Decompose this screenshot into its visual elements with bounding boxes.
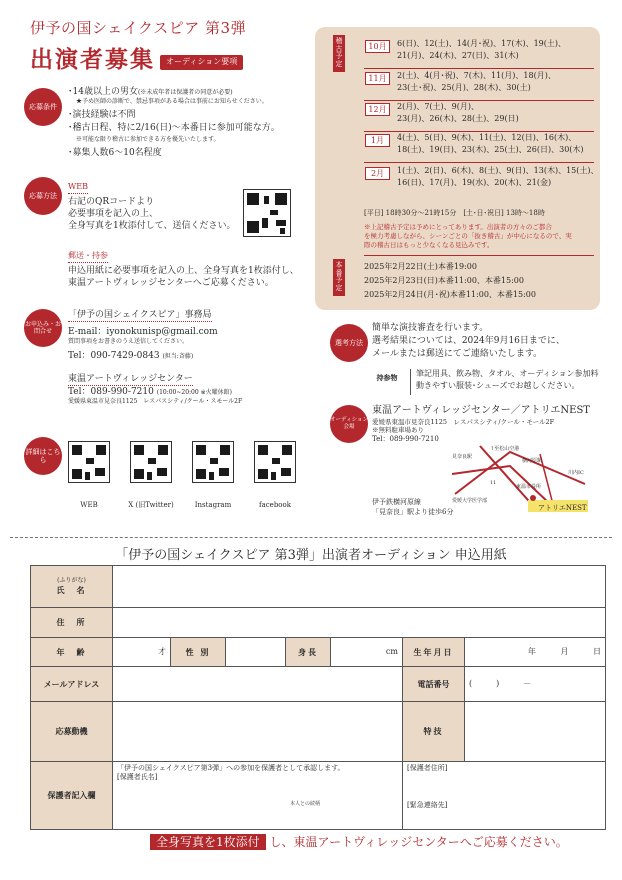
map-city-label: 東温市役所 <box>516 484 542 490</box>
cond-1-note: (※未成年者は保護者の同意が必要) <box>137 89 233 96</box>
conditions-badge: 応募条件 <box>24 88 62 126</box>
name-label: 氏 名 <box>56 585 87 596</box>
birth-field[interactable] <box>465 638 606 667</box>
height-label: 身長 <box>286 638 331 667</box>
bring-label: 持参物 <box>376 373 398 382</box>
age-label: 年 齢 <box>31 638 113 667</box>
sex-field[interactable] <box>226 638 286 667</box>
month-days <box>397 132 602 157</box>
month-2: 11月 <box>365 72 390 85</box>
venue-address: 愛媛県東温市見奈良1125 レスパスシティ/クール・モール2F <box>372 417 555 426</box>
map-yokogawara-label: 横河原駅 <box>522 458 543 464</box>
venue-block <box>372 404 607 444</box>
contact-office: 「伊予の国シェイクスピア」事務局 <box>68 309 212 322</box>
contact-email-note: 質問事項をお書きのうえ送信してください。 <box>68 338 189 346</box>
day-line: 4(土)、5(日)、9(木)、11(土)、12(日)、16(木)、 <box>397 133 577 142</box>
audition-tag: オーディション要項 <box>160 55 243 70</box>
selection-3: メールまたは郵送にてご連絡いたします。 <box>372 349 543 360</box>
birth-label: 生年月日 <box>403 638 465 667</box>
phone-field[interactable] <box>465 667 606 702</box>
guardian-address-label: [保護者住所] <box>407 764 448 772</box>
map-route-label: 11 <box>490 480 497 486</box>
selection-2: 選考結果については、2024年9月16日までに、 <box>372 336 565 347</box>
cond-1: ･14歳以上の男女 <box>68 87 138 97</box>
cut-line <box>10 537 612 538</box>
show-3: 2025年2月24日(月･祝)本番11:00、本番15:00 <box>364 290 536 299</box>
phone-label: 電話番号 <box>403 667 465 702</box>
guardian-relation-label: 本人との続柄 <box>289 800 320 807</box>
application-form <box>30 565 606 830</box>
cond-4: ･募集人数6～10名程度 <box>68 147 162 158</box>
apply-web-2: 必要事項を記入の上、 <box>68 208 159 219</box>
day-line: 16(日)、17(月)、19(水)、20(木)、21(金) <box>397 178 552 188</box>
apply-web-1: 右記のQRコードより <box>68 196 155 207</box>
mail-label: メールアドレス <box>31 667 113 702</box>
note-2: を極力考慮しながら、シーンごとの「抜き稽古」が中心になるので、実 <box>364 232 572 241</box>
apply-badge: 応募方法 <box>24 177 62 215</box>
contact-tel[interactable]: Tel：090-7429-0843 <box>68 351 160 362</box>
month-days <box>397 165 602 190</box>
qr-code-2[interactable] <box>192 441 234 483</box>
map-atelier-label: アトリエNEST <box>538 504 587 512</box>
apply-qr-code[interactable] <box>243 189 291 237</box>
qr-label: WEB <box>80 501 98 509</box>
apply-mail-block <box>68 250 313 289</box>
emergency-contact-label: [緊急連絡先] <box>407 801 448 810</box>
venue-name: 東温アートヴィレッジセンター／アトリエNEST <box>372 405 590 416</box>
guardian-label: 保護者記入欄 <box>31 762 113 830</box>
show-1: 2025年2月22日(土)本番19:00 <box>364 262 477 271</box>
bring-2: 動きやすい服装･シューズでお越しください。 <box>416 381 580 390</box>
center-name: 東温アートヴィレッジセンター <box>68 373 193 386</box>
day-line: 6(日)、12(土)、14(月･祝)、17(木)、19(土)、 <box>397 39 567 48</box>
cond-3: ･稽古日程、特に2/16(日)～本番日に参加可能な方。 <box>68 123 280 134</box>
map-matsuyama-label: ↑至松山空港 <box>490 446 520 452</box>
apply-web-3: 全身写真を1枚添付して、送信ください。 <box>68 221 236 232</box>
contact-badge: お申込み・お問合せ <box>24 309 62 347</box>
furigana-label: (ふりがな) <box>57 577 86 585</box>
map-ehime-label: 愛媛大学医学部 <box>452 498 488 504</box>
schedule-panel <box>315 27 600 310</box>
day-unit: 日 <box>593 646 601 656</box>
map-minara-label: 見奈良駅 <box>452 454 473 460</box>
address-label: 住 所 <box>31 608 113 638</box>
footer-highlight: 全身写真を1枚添付 <box>150 834 266 850</box>
apply-web-block <box>68 181 243 232</box>
contact-email[interactable]: E-mail：iyonokunisp@gmail.com <box>68 327 218 338</box>
contact-block <box>68 309 313 406</box>
details-qr-row <box>68 441 313 513</box>
contact-tel-note: (担当:斉藤) <box>162 353 194 361</box>
access-2: 「見奈良」駅より徒歩6分 <box>372 507 454 516</box>
subtitle: 伊予の国シェイクスピア 第3弾 <box>30 19 247 37</box>
page-title: 出演者募集 <box>30 46 155 73</box>
phone-format: ( ) － <box>469 678 532 688</box>
selection-badge: 選考方法 <box>330 324 368 362</box>
qr-label: X (旧Twitter) <box>128 501 174 509</box>
month-days <box>397 38 602 63</box>
height-field[interactable] <box>331 638 403 667</box>
show-dates <box>364 260 536 302</box>
rehearsal-time: [平日] 18時30分～21時15分 [土･日･祝日] 13時～18時 <box>364 209 545 217</box>
rehearsal-label: 稽古予定 <box>333 35 345 72</box>
sex-label: 性 別 <box>171 638 226 667</box>
venue-badge: オーディション会場 <box>330 405 368 443</box>
form-title: 「伊予の国シェイクスピア 第3弾」出演者オーディション 申込用紙 <box>115 548 507 563</box>
footer-note <box>150 834 568 850</box>
venue-map <box>450 444 590 514</box>
selection-1: 簡単な演技審査を行います。 <box>372 323 489 333</box>
month-5: 2月 <box>365 167 390 180</box>
venue-access <box>372 498 453 518</box>
cond-3-sub: ※可能な限り稽古に参加できる方を優先いたします。 <box>76 135 220 143</box>
skill-field[interactable] <box>465 702 606 762</box>
cond-2: ･演技経験は不問 <box>68 110 136 121</box>
guardian-contact-field[interactable] <box>403 762 606 830</box>
apply-mail-1: 申込用紙に必要事項を記入の上、全身写真を1枚添付し、 <box>68 265 299 276</box>
qr-code-3[interactable] <box>254 441 296 483</box>
day-line: 1(土)、2(日)、6(木)、8(土)、9(日)、13(木)、15(土)、 <box>397 166 599 175</box>
qr-label: Instagram <box>194 501 232 509</box>
access-1: 伊予鉄横河原線 <box>372 498 421 506</box>
qr-code-1[interactable] <box>130 441 172 483</box>
day-line: 2(月)、7(土)、9(月)、 <box>397 102 479 111</box>
venue-parking: ※無料駐車場あり <box>372 426 424 435</box>
apply-mail-2: 東温アートヴィレッジセンターへご応募ください。 <box>68 277 274 288</box>
cm-unit: cm <box>385 646 398 656</box>
qr-label: facebook <box>259 501 291 509</box>
guardian-name-label: [保護者氏名] <box>117 773 158 782</box>
day-line: 23(土･祝)、25(月)、28(木)、30(土) <box>397 83 531 93</box>
name-field[interactable] <box>113 566 606 608</box>
month-days <box>397 70 602 95</box>
address-field[interactable] <box>113 608 606 638</box>
apply-web-label: WEB <box>68 182 88 194</box>
day-line: 21(月)、24(木)、27(日)、31(木) <box>397 51 519 61</box>
name-header <box>31 566 113 608</box>
month-1: 10月 <box>365 40 390 53</box>
qr-code-0[interactable] <box>68 441 110 483</box>
day-line: 23(月)、26(木)、28(土)、29(日) <box>397 114 519 124</box>
month-unit: 月 <box>560 646 569 656</box>
details-badge: 詳細はこちら <box>24 437 62 475</box>
center-tel[interactable]: Tel：089-990-7210 <box>68 386 154 397</box>
note-3: 際の稽古日はもっと少なくなる見込みです。 <box>364 241 494 250</box>
day-line: 2(土)、4(月･祝)、7(木)、11(月)、18(月)、 <box>397 71 556 80</box>
venue-tel[interactable]: Tel：089-990-7210 <box>372 435 439 444</box>
bring-1: 筆記用具、飲み物、タオル、オーディション参加料 <box>416 369 599 378</box>
day-line: 18(土)、19(日)、23(木)、25(土)、26(日)、30(木) <box>397 145 584 155</box>
note-1: ※上記稽古予定は予めにとってあります。出演者の方々のご都合 <box>364 223 552 231</box>
month-4: 1月 <box>365 134 390 147</box>
show-label: 本番予定 <box>333 259 345 296</box>
show-2: 2025年2月23日(日)本番11:00、本番15:00 <box>364 276 524 285</box>
age-field[interactable] <box>113 638 171 667</box>
age-unit: 才 <box>158 646 166 656</box>
guardian-consent: 「伊予の国シェイクスピア第3弾」への参加を保護者として承認します。 <box>117 764 345 772</box>
cond-1-sub: ★予め医師の診断で、禁忌事項がある場合は事前にお知らせください。 <box>76 98 268 106</box>
center-address: 愛媛県東温市見奈良1125 レスパスシティ/クール・スモール2F <box>68 397 243 405</box>
selection-block <box>372 322 602 361</box>
apply-mail-label: 郵送・持参 <box>68 251 108 263</box>
bring-items <box>416 368 599 392</box>
month-days <box>397 101 602 126</box>
guardian-field[interactable] <box>113 762 403 830</box>
conditions-block <box>68 86 308 160</box>
year-unit: 年 <box>527 646 536 656</box>
skill-label: 特技 <box>403 702 465 762</box>
footer-rest: し、東温アートヴィレッジセンターへご応募ください。 <box>269 835 568 849</box>
mail-field[interactable] <box>113 667 403 702</box>
month-3: 12月 <box>365 103 390 116</box>
map-kawauchi-label: 川内IC <box>568 470 584 476</box>
motive-label: 応募動機 <box>31 702 113 762</box>
center-tel-note: (10:00~20:00 ※火曜休館) <box>156 388 232 396</box>
motive-field[interactable] <box>113 702 403 762</box>
rehearsal-note <box>364 223 596 250</box>
